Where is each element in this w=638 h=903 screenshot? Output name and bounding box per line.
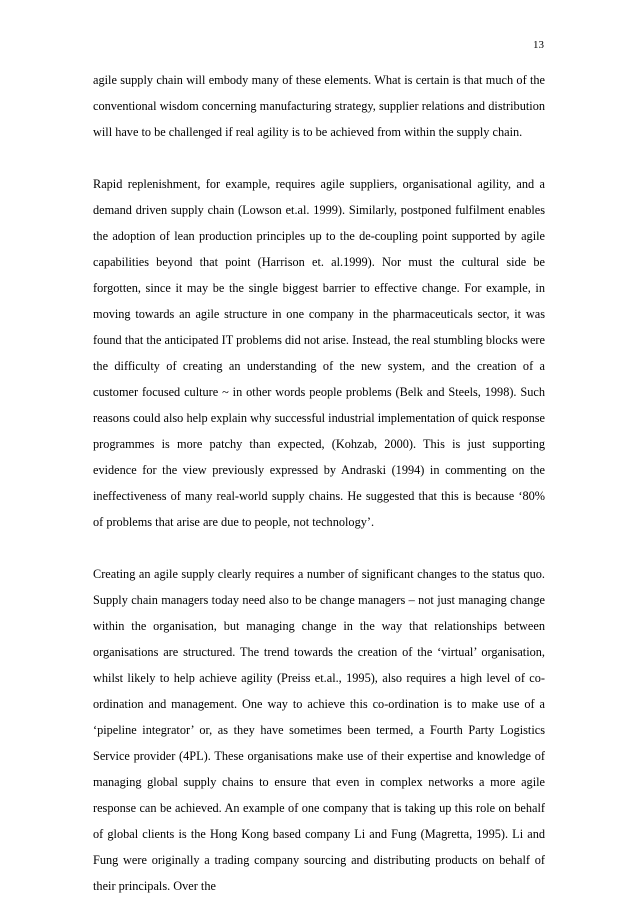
page-number: 13	[533, 39, 544, 51]
paragraph-3: Creating an agile supply clearly requires a number of significant changes to the status quo. Supply chain managers today need also to be change managers – not just managing change within the organisation, but managing change in the way that relationships between organisations are structured. The trend towards the creation of the ‘virtual’ organisation, whilst likely to help achieve agility (Preiss et.al., 1995), also requires a high level of co-ordination and management. One way to achieve this co-ordination is to make use of a ‘pipeline integrator’ or, as they have sometimes been termed, a Fourth Party Logistics Service provider (4PL). These organisations make use of their expertise and knowledge of managing global supply chains to ensure that even in complex networks a more agile response can be achieved. An example of one company that is taking up this role on behalf of global clients is the Hong Kong based company Li and Fung (Magretta, 1995). Li and Fung were originally a trading company sourcing and distributing products on behalf of their principals. Over the	[93, 567, 545, 893]
paragraph-spacer	[93, 145, 545, 171]
paragraph-1: agile supply chain will embody many of these elements. What is certain is that much of the conventional wisdom concerning manufacturing strategy, supplier relations and distribution will have to be challenged if real agility is to be achieved from within the supply chain.	[93, 73, 545, 139]
paragraph-spacer	[93, 535, 545, 561]
body-text	[93, 67, 545, 899]
paragraph-2: Rapid replenishment, for example, requires agile suppliers, organisational agility, and a demand driven supply chain (Lowson et.al. 1999). Similarly, postponed fulfilment enables the adoption of lean production principles up to the de-coupling point supported by agile capabilities beyond that point (Harrison et. al.1999). Nor must the cultural side be forgotten, since it may be the single biggest barrier to effective change. For example, in moving towards an agile structure in one company in the pharmaceuticals sector, it was found that the anticipated IT problems did not arise. Instead, the real stumbling blocks were the difficulty of creating an understanding of the new system, and the creation of a customer focused culture ~ in other words people problems (Belk and Steels, 1998). Such reasons could also help explain why successful industrial implementation of quick response programmes is more patchy than expected, (Kohzab, 2000). This is just supporting evidence for the view previously expressed by Andraski (1994) in commenting on the ineffectiveness of many real-world supply chains. He suggested that this is because ‘80% of problems that arise are due to people, not technology’.	[93, 177, 545, 529]
